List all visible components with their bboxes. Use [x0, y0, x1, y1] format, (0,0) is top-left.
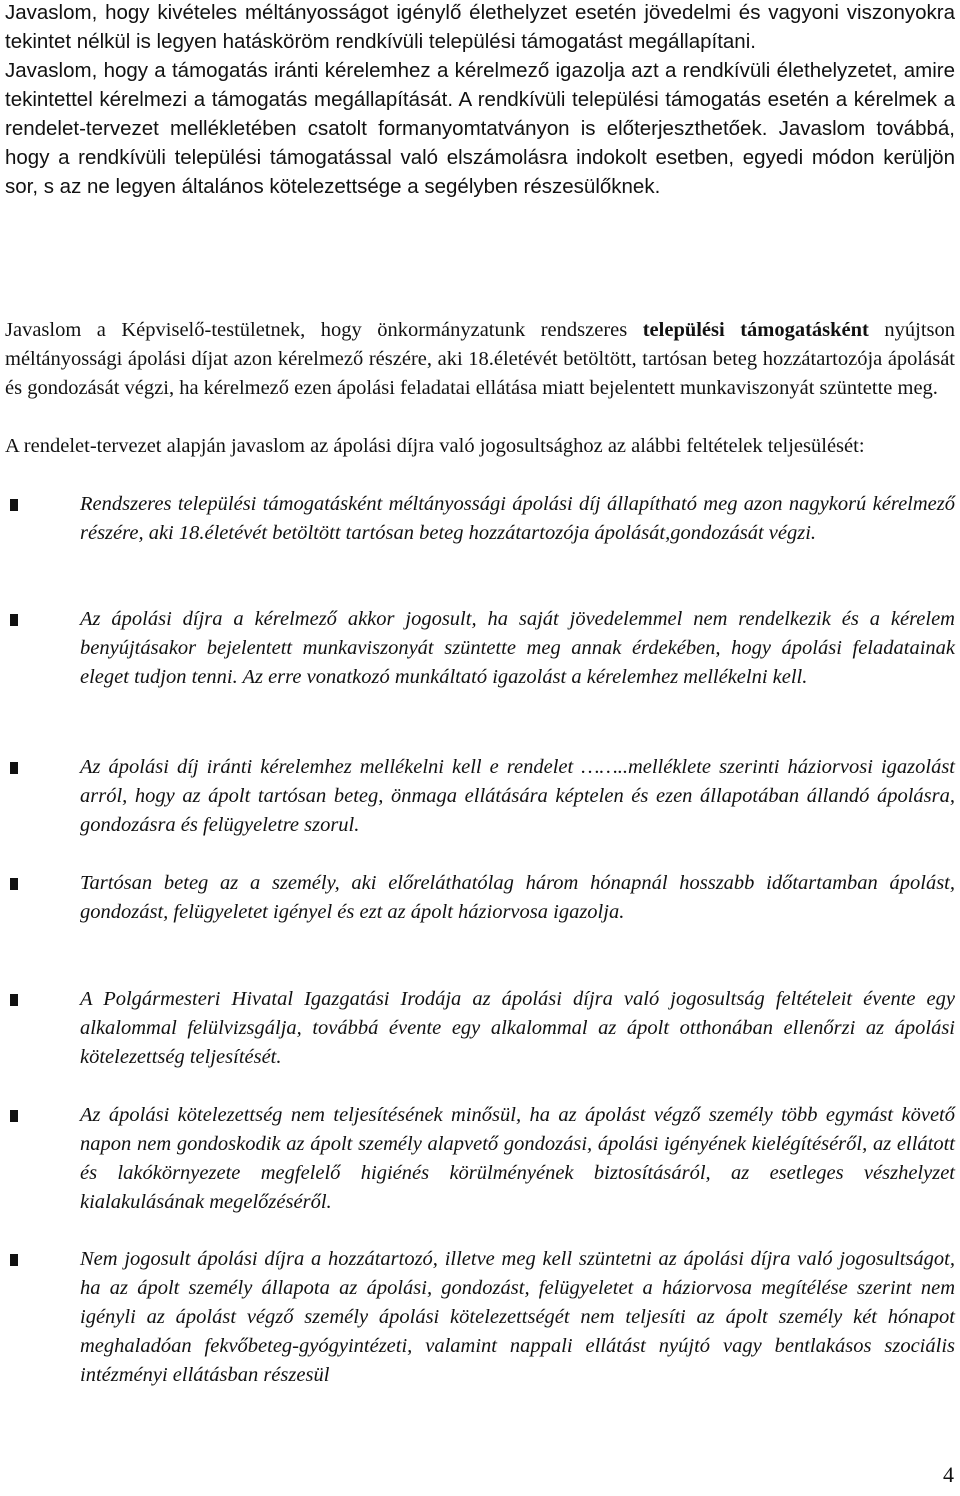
list-item [5, 1101, 955, 1217]
bullet-square [10, 762, 18, 774]
bullet-square [10, 499, 18, 511]
bullet-square [10, 1254, 18, 1266]
list-item-text: Tartósan beteg az a személy, aki előreláthatólag három hónapnál hosszabb időtartamban ápolást, gondozást, felügyeletet igényel és ezt az ápolt háziorvosa igazolja. [80, 872, 955, 923]
list-item [5, 753, 955, 840]
list-item [5, 605, 955, 692]
page-number: 4 [943, 1462, 954, 1487]
list-item-text: Nem jogosult ápolási díjra a hozzátartozó, illetve meg kell szüntetni az ápolási díjra való jogosultságot, ha az ápolt személy állapota az ápolási, gondozást, felügyeletet a háziorvosa megítélése szerint nem igényli az ápolást végző személy ápolási kötelezettségét nem teljesíti az ápolt személy két hónapot meghaladóan fekvőbeteg-gyógyintézeti, valamint nappali ellátást nyújtó vagy bentlakásos szociális intézményi ellátásban részesül [80, 1248, 955, 1386]
bullet-square [10, 994, 18, 1006]
list-item-text: Rendszeres települési támogatásként méltányossági ápolási díj állapítható meg azon nagykorú kérelmező részére, aki 18.életévét betöltött tartósan beteg hozzátartozója ápolását,gondozását végzi. [80, 493, 955, 544]
paragraph-2 [5, 316, 955, 403]
list-item-text: Az ápolási díjra a kérelmező akkor jogosult, ha saját jövedelemmel nem rendelkezik és a kérelem benyújtásakor bejelentett munkaviszonyát szüntette meg annak érdekében, hogy ápolási feladatainak eleget tudjon tenni. Az erre vonatkozó munkáltató igazolást a kérelemhez mellékelni kell. [80, 608, 955, 688]
bullet-square [10, 1110, 18, 1122]
paragraph-1b: Javaslom, hogy a támogatás iránti kérelemhez a kérelmező igazolja azt a rendkívüli élethelyzetet, amire tekintettel kérelmezi a támogatás megállapítását. A rendkívüli települési támogatás esetén a kérelmek a rendelet-tervezet mellékletében csatolt formanyomtatványon is előterjeszthetőek. Javaslom továbbá, hogy a rendkívüli települési támogatással való elszámolásra indokolt esetben, egyedi módon kerüljön sor, s az ne legyen általános kötelezettsége a segélyben részesülőknek. [5, 59, 955, 198]
list-item [5, 490, 955, 548]
paragraph-1a: Javaslom, hogy kivételes méltányosságot igénylő élethelyzet esetén jövedelmi és vagyoni viszonyokra tekintet nélkül is legyen hatásköröm rendkívüli települési támogatást megállapítani. [5, 1, 955, 53]
bullet-square [10, 614, 18, 626]
list-item [5, 869, 955, 927]
list-item [5, 1245, 955, 1390]
paragraph-2-start: Javaslom a Képviselő-testületnek, hogy önkormányzatunk rendszeres [5, 319, 643, 341]
paragraph-3: A rendelet-tervezet alapján javaslom az ápolási díjra való jogosultsághoz az alábbi feltételek teljesülését: [5, 435, 865, 457]
paragraph-2-bold: települési támogatásként [642, 319, 869, 341]
list-item [5, 985, 955, 1072]
list-item-text: Az ápolási kötelezettség nem teljesítésének minősül, ha az ápolást végző személy több egymást követő napon nem gondoskodik az ápolt személy alapvető gondozási, ápolási igényének kielégítéséről, az ellátott és lakókörnyezete megfelelő higiénés körülményének biztosításáról, az esetleges vészhelyzet kialakulásának megelőzéséről. [80, 1104, 955, 1213]
list-item-text: A Polgármesteri Hivatal Igazgatási Irodája az ápolási díjra való jogosultság feltételeit évente egy alkalommal felülvizsgálja, továbbá évente egy alkalommal az ápolt otthonában ellenőrzi az ápolási kötelezettség teljesítését. [80, 988, 955, 1068]
bullet-square [10, 878, 18, 890]
paragraph-2-end: nyújtson méltányossági ápolási díjat azon kérelmező részére, aki 18.életévét betöltött, tartósan beteg hozzátartozója ápolását és gondozását végzi, ha kérelmező ezen ápolási feladatai ellátása miatt bejelentett munkaviszonyát szüntette meg. [5, 319, 955, 399]
list-item-text: Az ápolási díj iránti kérelemhez mellékelni kell e rendelet ……..melléklete szerinti háziorvosi igazolást arról, hogy az ápolt tartósan beteg, önmaga ellátására képtelen és ezen állapotában állandó ápolásra, gondozásra és felügyeletre szorul. [80, 756, 955, 836]
paragraph-1 [5, 0, 955, 201]
